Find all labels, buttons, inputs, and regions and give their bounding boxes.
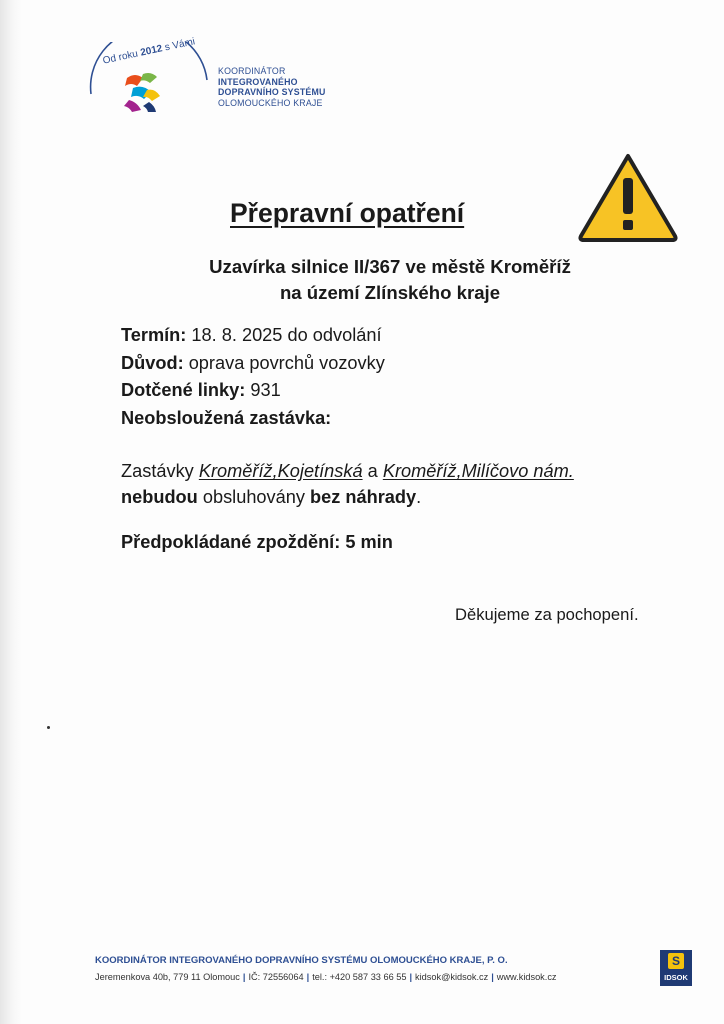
footer-tel: tel.: +420 587 33 66 55: [312, 972, 407, 982]
logo-line: KOORDINÁTOR: [218, 66, 286, 76]
info-block: [121, 322, 385, 432]
linky-row: Dotčené linky: 931: [121, 380, 281, 401]
footer-email: kidsok@kidsok.cz: [415, 972, 489, 982]
logo-line: INTEGROVANÉHO: [218, 76, 298, 87]
scan-edge-shadow: [0, 0, 22, 1024]
kidsok-logo: [85, 36, 335, 117]
logo-arc-text: Od roku 2012 s Vámi: [101, 36, 197, 67]
footer-address: Jeremenkova 40b, 779 11 Olomouc: [95, 972, 240, 982]
footer-web: www.kidsok.cz: [496, 972, 557, 982]
footer-org: KOORDINÁTOR INTEGROVANÉHO DOPRAVNÍHO SYSTÉMU OLOMOUCKÉHO KRAJE, P. O.: [95, 955, 508, 966]
thanks-text: Děkujeme za pochopení.: [455, 605, 639, 624]
warning-icon: [575, 150, 681, 244]
termin-row: Termín: 18. 8. 2025 do odvolání: [121, 325, 382, 345]
subtitle-line: Uzavírka silnice II/367 ve městě Kroměříž: [209, 256, 571, 277]
stop-name: Kroměříž,Kojetínská: [198, 461, 363, 481]
delay-notice: Předpokládané zpoždění: 5 min: [121, 532, 393, 552]
logo-wordmark: [218, 66, 326, 108]
page-title: Přepravní opatření: [230, 198, 465, 228]
footer-contact: Jeremenkova 40b, 779 11 Olomouc | IČ: 72556064 | tel.: +420 587 33 66 55 | kidsok@kidsok.cz | www.kidsok.cz: [95, 972, 557, 982]
idsok-badge-icon: S IDSOK: [660, 950, 692, 986]
zastavka-row: Neobsloužená zastávka:: [121, 407, 332, 428]
duvod-row: Důvod: oprava povrchů vozovky: [121, 352, 385, 373]
scan-speck: [47, 726, 50, 729]
footer-ic: IČ: 72556064: [248, 972, 304, 982]
stop-name: Kroměříž,Milíčovo nám.: [382, 461, 574, 481]
subtitle-line: na území Zlínského kraje: [279, 282, 501, 303]
stops-paragraph: Zastávky Kroměříž,Kojetínská a Kroměříž,Milíčovo nám. nebudou obsluhovány bez náhrady.: [121, 461, 574, 507]
subtitle: [160, 254, 620, 306]
logo-line: DOPRAVNÍHO SYSTÉMU: [218, 87, 326, 98]
logo-line: OLOMOUCKÉHO KRAJE: [218, 97, 323, 108]
